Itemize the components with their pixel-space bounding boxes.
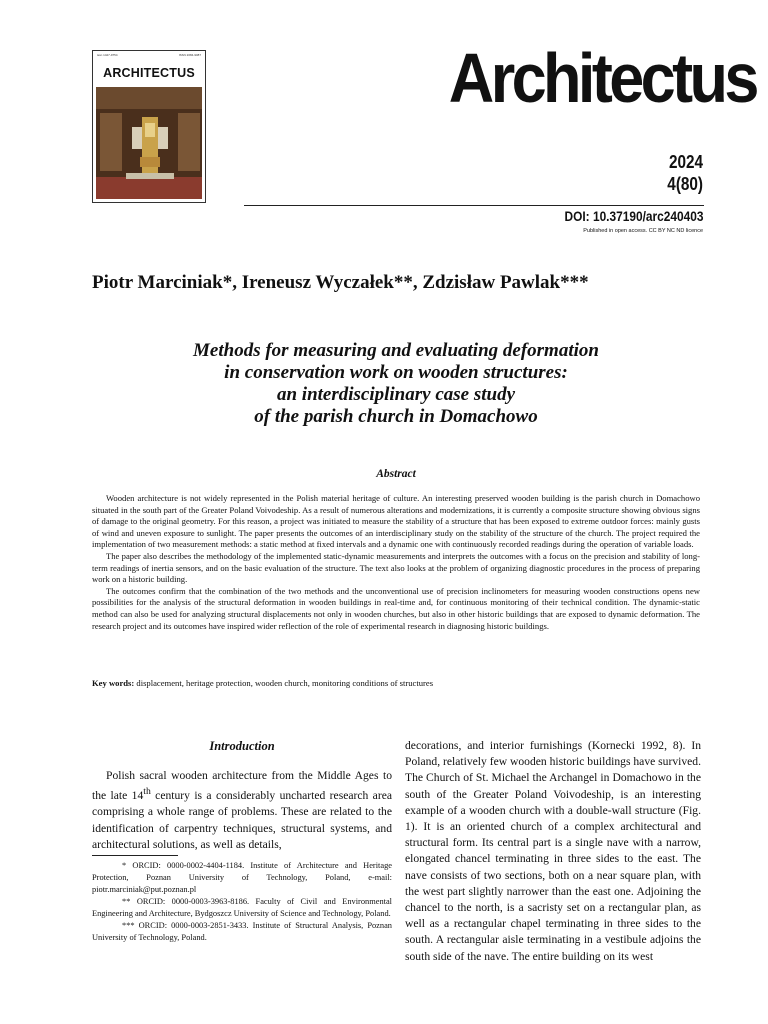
licence-note: Published in open access. CC BY NC ND licence <box>583 228 703 234</box>
introduction-paragraph: Polish sacral wooden architecture from the Middle Ages to the late 14th century is a considerably uncharted research area comprising a whole range of problems. These are related to the identification of carpentry techniques, structural systems, and architectural solutions, as well as details, <box>92 769 392 851</box>
left-column <box>92 738 392 853</box>
title-line: of the parish church in Domachowo <box>254 406 538 427</box>
footnote: ** ORCID: 0000-0003-3963-8186. Faculty of Civil and Environmental Engineering and Architecture, Bydgoszcz University of Science and Technology, Poland. <box>92 897 392 918</box>
footnote: * ORCID: 0000-0002-4404-1184. Institute of Architecture and Heritage Protection, Poznan University of Technology, Poland, e-mail: piotr.marciniak@put.poznan.pl <box>92 861 392 894</box>
journal-cover-thumbnail <box>92 50 206 203</box>
article-title <box>92 340 700 428</box>
footnote: *** ORCID: 0000-0003-2851-3433. Institute of Structural Analysis, Poznan University of Technology, Poland. <box>92 921 392 942</box>
abstract-paragraph: Wooden architecture is not widely represented in the Polish material heritage of culture. An interesting preserved wooden building is the parish church in Domachowo situated in the south part of the Greater Poland Voivodeship. As a result of numerous alterations and modernizations, it is currently a composite structure showing obvious signs of damage to the original geometry. For this reason, a project was initiated to measure the stability of a structure that has been exposed to extreme outdoor forces: mainly gusts of wind and uneven exposure to sunlight. The paper presents the outcomes of an interdisciplinary study on the stability of the structure of the church. The project required the implementation of two measurement methods: a static method at fixed intervals and a dynamic one with continuously recorded readings during the operation of variable loads. <box>92 493 700 550</box>
title-line: an interdisciplinary case study <box>276 384 516 405</box>
doi-label[interactable]: DOI: 10.37190/arc240403 <box>564 208 703 224</box>
title-line: in conservation work on wooden structures: <box>224 362 568 383</box>
journal-title: Architectus <box>448 39 756 117</box>
cover-issn-right: ISSN 2084-9087 <box>178 53 201 57</box>
journal-issue: 4(80) <box>667 174 703 194</box>
abstract-heading: Abstract <box>376 468 416 480</box>
abstract-paragraph: The paper also describes the methodology of the implemented static-dynamic measurements and interprets the outcomes with a focus on the precision and stability of long-term readings of inertia sensors, and on the basic evaluation of the structure. The text also looks at the problem of organizing diagnostic procedures in the process of preparing work on a historic building. <box>92 550 700 585</box>
title-line: Methods for measuring and evaluating deformation <box>193 340 599 361</box>
footnote-divider <box>92 855 178 856</box>
keywords-list: displacement, heritage protection, wooden church, monitoring conditions of structures <box>134 678 434 688</box>
cover-photo-church-interior <box>96 87 202 199</box>
header-divider <box>244 205 704 206</box>
cover-title: ARCHITECTUS <box>103 66 195 80</box>
cover-issn-left: issn 1427-9754 <box>97 53 118 57</box>
right-column <box>405 738 701 965</box>
introduction-paragraph-continued: decorations, and interior furnishings (Kornecki 1992, 8). In Poland, relatively few wooden historic buildings have survived. The Church of St. Michael the Archangel in Domachowo in the south of the Greater Poland Voivodeship, is an interesting example of a wooden church with a double-wall structure (Fig. 1). It is an oriented church of a complex architectural and structural form. Its central part is a single nave with a narrow, elongated chancel terminating in three sides to the east. The nave consists of two sections, both on a near square plan, with the west part slightly narrower than the east one. Adjoining the chancel to the north, is a sacristy set on a rectangular plan, as well as a rectangular chapel terminating in three sides to the south. A rectangular aisle terminating in a vestibule adjoins the south side of the nave. The entire building on its west <box>405 739 701 963</box>
footnotes <box>92 860 392 944</box>
keywords <box>92 678 700 690</box>
keywords-label: Key words: <box>92 678 135 688</box>
church-interior-image <box>96 87 202 199</box>
author-list: Piotr Marciniak*, Ireneusz Wyczałek**, Zdzisław Pawlak*** <box>92 272 589 293</box>
abstract-paragraph: The outcomes confirm that the combination of the two methods and the unconventional use of precision inclinometers for measuring wooden constructions opens new possibilities for the analysis of the structural deformation in wooden buildings in real-time and, for continuous monitoring of their technical condition. The dynamic-static method can also be used for analyzing structural displacements not only in wooden churches, but also in other historic buildings that are exposed to dynamic deformation. The research project and its outcomes have inspired wider reflection of the role of experimental research in diagnosing historic buildings. <box>92 585 700 631</box>
abstract-body <box>92 493 700 632</box>
journal-year: 2024 <box>668 152 703 172</box>
introduction-heading: Introduction <box>209 739 275 753</box>
